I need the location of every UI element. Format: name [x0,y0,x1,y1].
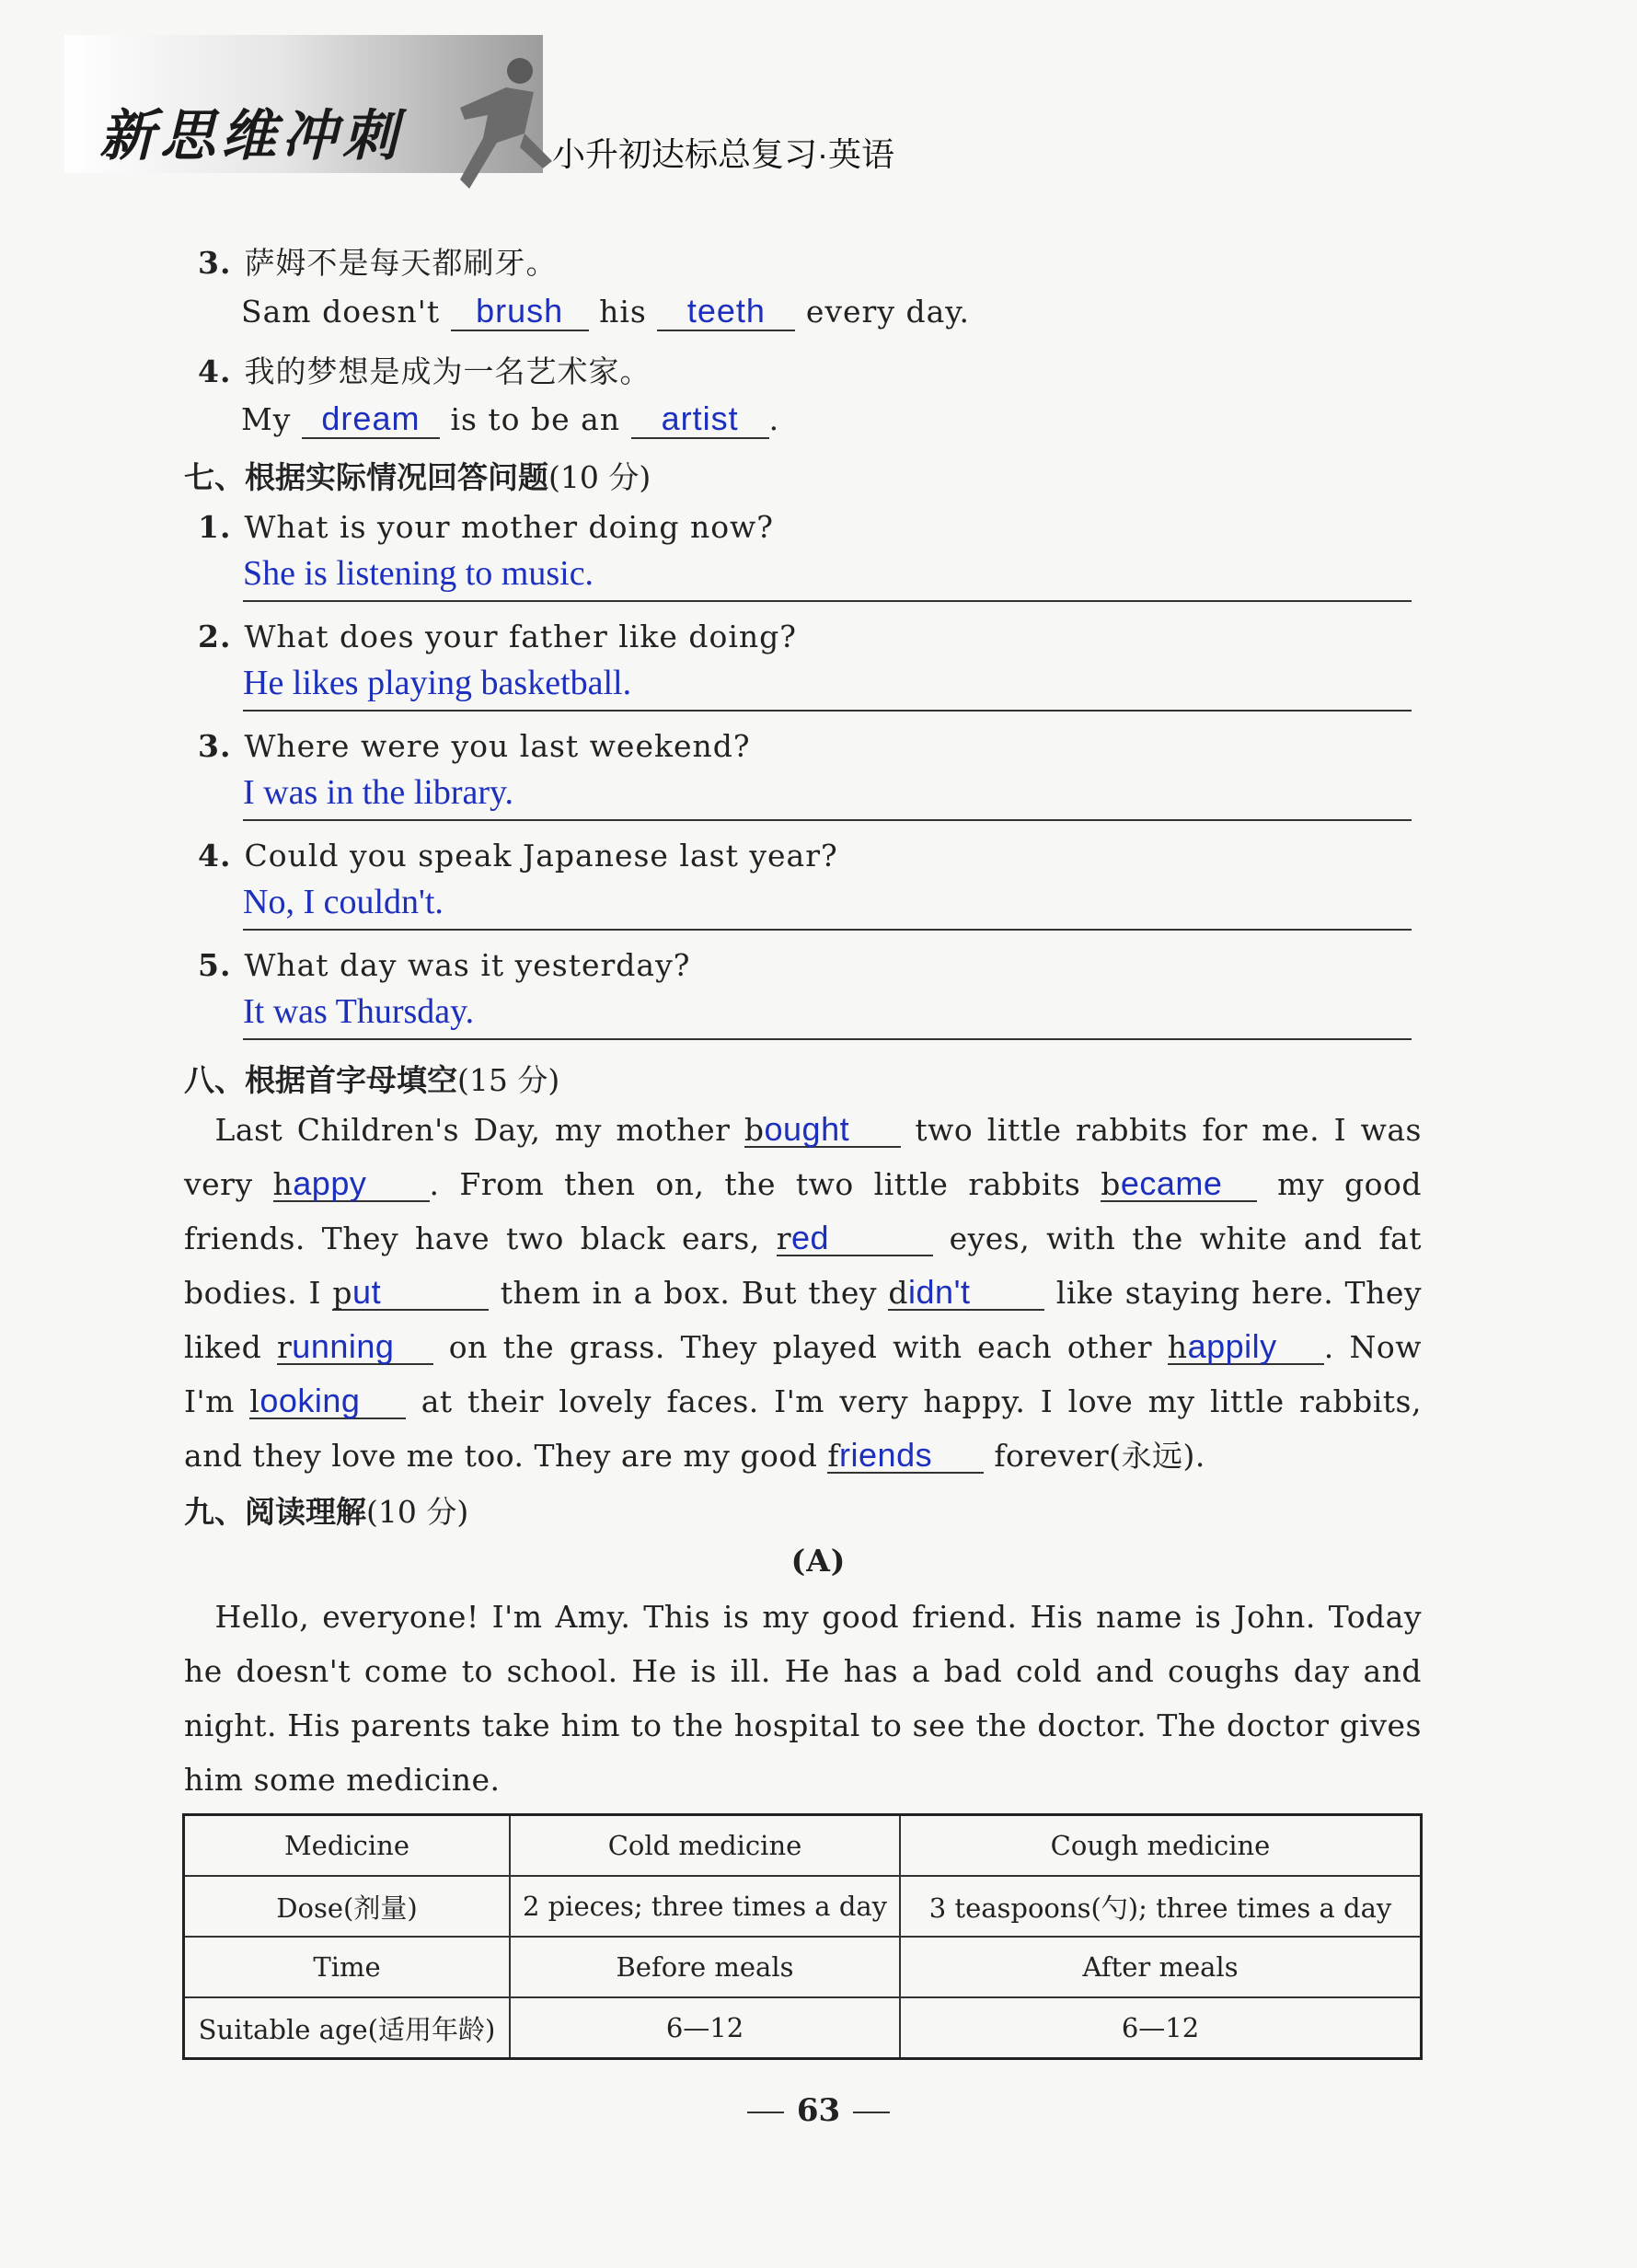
question: 4. Could you speak Japanese last year? [198,838,838,874]
answer-blank[interactable]: teeth [657,293,795,331]
table-cell: 6—12 [900,1997,1422,2059]
page-number: 63 [0,2092,1637,2129]
answer-line[interactable] [243,929,1412,931]
cloze-blank[interactable]: bought [744,1113,901,1148]
question: 1. What is your mother doing now? [198,509,775,545]
answer-text: He likes playing basketball. [243,664,632,702]
answer-blank[interactable]: artist [631,400,769,439]
cloze-blank[interactable]: became [1101,1167,1257,1202]
section-title: 七、根据实际情况回答问题(10 分) [184,459,651,495]
cloze-blank[interactable]: happy [273,1167,430,1202]
cloze-blank[interactable]: happily [1168,1330,1324,1365]
table-cell: Before meals [510,1937,900,1997]
chinese-sentence: 萨姆不是每天都刷牙。 [244,245,558,281]
table-cell: Time [184,1937,511,1997]
passage-label: (A) [790,1543,847,1579]
book-subtitle: 小升初达标总复习·英语 [552,135,894,173]
translation-item: 4. 我的梦想是成为一名艺术家。 [198,353,651,389]
medicine-table [182,1813,1423,2060]
table-row [184,1997,1422,2059]
table-cell: Dose(剂量) [184,1876,511,1937]
table-cell: Cough medicine [900,1815,1422,1877]
table-row [184,1937,1422,1997]
runner-icon [432,51,571,198]
answer-line[interactable] [243,1038,1412,1040]
cloze-blank[interactable]: running [277,1330,433,1365]
answer-text: No, I couldn't. [243,883,444,921]
table-cell: Medicine [184,1815,511,1877]
answer-text: She is listening to music. [243,554,594,593]
translation-item: 3. 萨姆不是每天都刷牙。 [198,245,558,281]
translation-sentence: My dream is to be an artist . [241,399,780,437]
cloze-blank[interactable]: friends [827,1439,984,1474]
cloze-blank[interactable]: put [332,1276,489,1311]
section-title: 九、阅读理解(10 分) [184,1494,469,1530]
table-cell: After meals [900,1937,1422,1997]
reading-passage: Hello, everyone! I'm Amy. This is my good friend. His name is John. Today he doesn't come to school. He is ill. He has a bad cold and coughs day and night. His parents take him to the hospital to see the doctor. The doctor gives him some medicine. [184,1599,1422,1798]
table-cell: Cold medicine [510,1815,900,1877]
brand-title: 新思维冲刺 [99,104,403,168]
answer-text: It was Thursday. [243,992,475,1031]
cloze-blank[interactable]: looking [249,1384,406,1419]
answer-line[interactable] [243,710,1412,712]
chinese-sentence: 我的梦想是成为一名艺术家。 [244,353,651,389]
cloze-blank[interactable]: didn't [888,1276,1044,1311]
question: 5. What day was it yesterday? [198,947,691,983]
answer-line[interactable] [243,819,1412,821]
question: 2. What does your father like doing? [198,619,797,654]
cloze-paragraph: Last Children's Day, my mother bought two little rabbits for me. I was very happy . From then on, the two little rabbits became my good friends. They have two black ears, red eyes, with the white and fat bodies. I put them in a box. But they didn't like staying here. They liked running on the grass. They played with each other happily . Now I'm looking at their lovely faces. I'm very happy. I love my little rabbits, and they love me too. They are my good friends forever(永远). [184,1110,1423,1474]
answer-blank[interactable]: brush [451,293,589,331]
table-row [184,1876,1422,1937]
answer-blank[interactable]: dream [302,400,440,439]
answer-line[interactable] [243,600,1412,602]
table-row [184,1815,1422,1877]
question: 3. Where were you last weekend? [198,728,751,764]
answer-text: I was in the library. [243,773,514,812]
section-title: 八、根据首字母填空(15 分) [184,1062,560,1098]
table-cell: Suitable age(适用年龄) [184,1997,511,2059]
table-cell: 6—12 [510,1997,900,2059]
cloze-blank[interactable]: red [777,1221,933,1256]
translation-sentence: Sam doesn't brush his teeth every day. [241,292,971,330]
table-cell: 2 pieces; three times a day [510,1876,900,1937]
table-cell: 3 teaspoons(勺); three times a day [900,1876,1422,1937]
